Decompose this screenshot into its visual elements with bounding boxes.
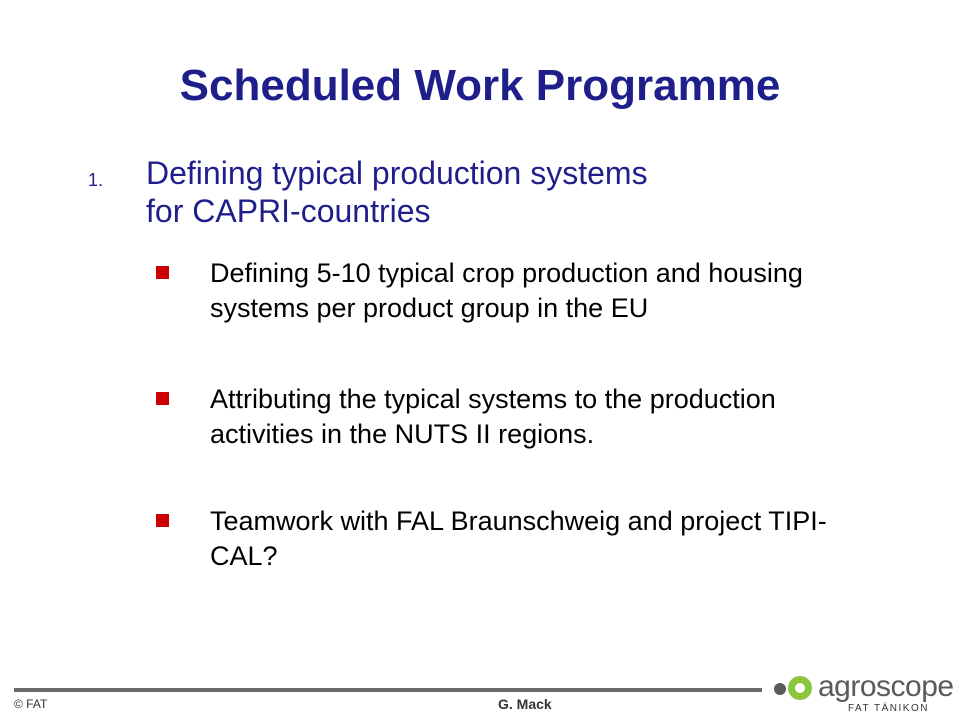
square-bullet-icon: [156, 392, 169, 405]
bullet-item: [156, 382, 876, 504]
bullet-item: [156, 504, 876, 584]
bullet-text: Attributing the typical systems to the production activities in the NUTS II regions.: [210, 384, 776, 449]
bullet-item: [156, 256, 876, 382]
footer-copyright: © FAT: [14, 697, 48, 711]
footer-author: G. Mack: [498, 696, 552, 712]
item-number: 1.: [88, 170, 104, 190]
square-bullet-icon: [156, 514, 169, 527]
logo-ring-icon: [788, 676, 812, 700]
item-text-line1: Defining typical production systems: [146, 155, 648, 191]
logo-subtitle: FAT TÄNIKON: [848, 703, 929, 714]
bullet-text: Teamwork with FAL Braunschweig and project TIPI-CAL?: [210, 506, 827, 571]
slide-title: Scheduled Work Programme: [179, 61, 781, 110]
item-text: [146, 154, 886, 230]
item-text-line2: for CAPRI-countries: [146, 193, 431, 229]
logo-brand-text: agroscope: [818, 670, 954, 703]
logo-small-dot-icon: [774, 683, 786, 695]
agroscope-logo: [772, 672, 952, 716]
square-bullet-icon: [156, 266, 169, 279]
footer-divider: [14, 688, 762, 692]
bullet-text: Defining 5-10 typical crop production and housing systems per product group in the EU: [210, 258, 803, 323]
bullet-list: [156, 256, 876, 584]
